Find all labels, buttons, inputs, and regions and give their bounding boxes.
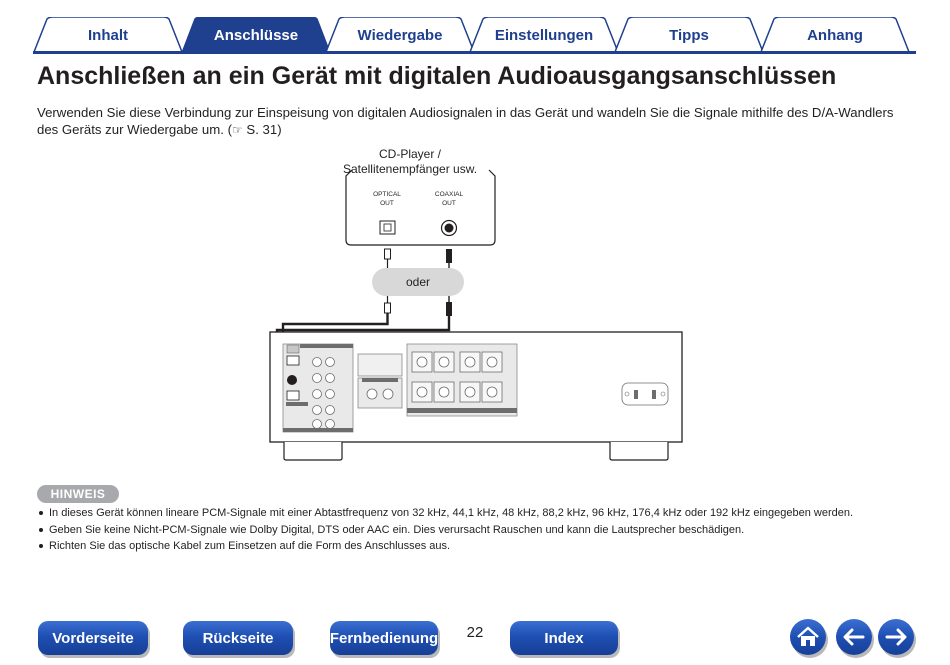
hinweis-badge: HINWEIS (37, 485, 119, 503)
tab-underline (33, 51, 916, 54)
list-item: Geben Sie keine Nicht-PCM-Signale wie Dolby Digital, DTS oder AAC ein. Dies verursacht Rauschen und kann die Lautsprecher beschädigen. (37, 522, 917, 539)
tab-anhang[interactable]: Anhang (760, 17, 910, 53)
forward-button[interactable] (878, 619, 914, 655)
device-label: CD-Player / Satellitenempfänger usw. (342, 147, 478, 176)
list-item: In dieses Gerät können lineare PCM-Signale mit einer Abtastfrequenz von 32 kHz, 44,1 kHz, 48 kHz, 88,2 kHz, 96 kHz, 176,4 kHz oder 192 kHz eingegeben werden. (37, 505, 917, 522)
page-title: Anschließen an ein Gerät mit digitalen Audioausgangsanschlüssen (37, 62, 837, 90)
remote-control-button[interactable]: Fernbedienung (330, 621, 438, 655)
connection-diagram (260, 145, 690, 465)
page-reference[interactable]: (☞ S. 31) (227, 122, 282, 137)
list-item: Richten Sie das optische Kabel zum Einsetzen auf die Form des Anschlusses aus. (37, 538, 917, 555)
tab-inhalt[interactable]: Inhalt (33, 17, 183, 53)
home-icon (795, 624, 821, 650)
rear-panel-button[interactable]: Rückseite (183, 621, 293, 655)
home-button[interactable] (790, 619, 826, 655)
hinweis-list (37, 505, 917, 555)
page-number: 22 (466, 624, 484, 641)
index-button[interactable]: Index (510, 621, 618, 655)
arrow-right-icon (883, 624, 909, 650)
intro-body: Verwenden Sie diese Verbindung zur Einspeisung von digitalen Audiosignalen in das Gerät und wandeln Sie die Signale mithilfe des D/A-Wandlers des Geräts zur Wiedergabe um. (37, 105, 894, 137)
or-label: oder (372, 268, 464, 296)
optical-out-label: OPTICAL OUT (373, 191, 401, 207)
arrow-left-icon (841, 624, 867, 650)
tab-einstellungen[interactable]: Einstellungen (469, 17, 619, 53)
pointing-hand-icon: ☞ (231, 123, 243, 137)
back-button[interactable] (836, 619, 872, 655)
coaxial-out-label: COAXIAL OUT (434, 191, 464, 207)
tab-anschluesse[interactable]: Anschlüsse (181, 17, 331, 53)
tab-bar (0, 0, 950, 56)
front-panel-button[interactable]: Vorderseite (38, 621, 148, 655)
tab-wiedergabe[interactable]: Wiedergabe (325, 17, 475, 53)
intro-text (37, 104, 917, 139)
tab-tipps[interactable]: Tipps (614, 17, 764, 53)
